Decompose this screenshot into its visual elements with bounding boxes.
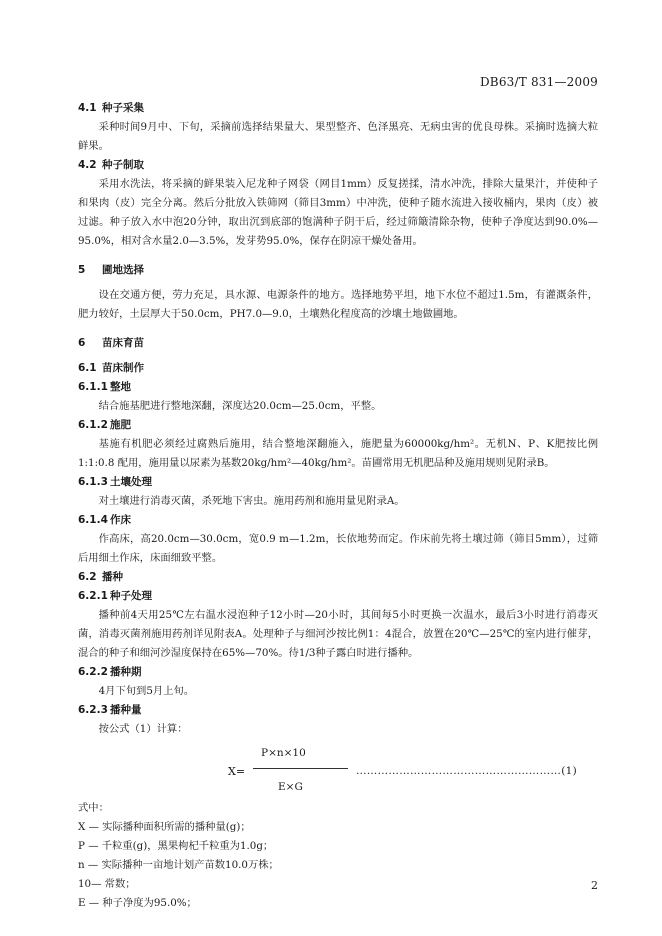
formula-denominator: E×G [278,781,303,793]
paragraph-land-preparation: 结合施基肥进行整地深翻，深度达20.0cm—25.0cm，平整。 [98,400,382,412]
heading-6-1-4: 6.1.4 作床 [78,514,131,526]
heading-6-2-1: 6.2.1 种子处理 [78,590,152,602]
where-intro: 式中： [78,802,109,814]
heading-6-2: 6.2 播种 [78,571,123,583]
heading-4-1: 4.1 种子采集 [78,102,144,114]
where-item: P — 千粒重(g)，黑果枸杞千粒重为1.0g； [78,840,274,852]
heading-5: 5 圃地选择 [78,264,144,276]
where-item: 10— 常数； [78,878,136,890]
heading-6-2-3: 6.2.3 播种量 [78,704,142,716]
heading-6-1: 6.1 苗床制作 [78,362,144,374]
page-number: 2 [591,879,598,892]
paragraph-fertilization: 基施有机肥必须经过腐熟后施用，结合整地深翻施入，施肥量为60000kg/hm²。无机N、P、K肥按比例1:1:0.8 配用，施用量以尿素为基数20kg/hm²—40kg/hm²。苗圃常用无机肥品种及施用规则见附录B。 [78,438,598,469]
paragraph-sowing-amount: 按公式（1）计算： [98,723,188,735]
heading-6-2-2: 6.2.2 播种期 [78,666,142,678]
where-item: X — 实际播种面积所需的播种量(g)； [78,821,251,833]
where-item: E — 种子净度为95.0%； [78,897,197,909]
formula-sowing-amount [78,747,598,799]
paragraph-nursery-site: 设在交通方便，劳力充足，具水源、电源条件的地方。选择地势平坦，地下水位不超过1.5m，有灌溉条件，肥力较好，土层厚大于50.0cm，PH7.0—9.0，土壤熟化程度高的沙壤土地做圃地。 [78,289,598,320]
heading-6: 6 苗床育苗 [78,337,144,349]
paragraph-sowing-period: 4月下旬到5月上旬。 [98,685,195,697]
heading-6-1-3: 6.1.3 土壤处理 [78,476,152,488]
standard-code: DB63/T 831—2009 [479,75,598,89]
where-item: n — 实际播种一亩地计划产苗数10.0万株； [78,859,279,871]
formula-lhs: X= [228,765,246,778]
heading-6-1-1: 6.1.1 整地 [78,381,131,393]
paragraph-bed-making: 作高床，高20.0cm—30.0cm，宽0.9 m—1.2m，长依地势而定。作床前先将土壤过筛（筛目5mm），过筛后用细土作床，床面细致平整。 [78,533,598,564]
paragraph-seed-treatment: 播种前4天用25℃左右温水浸泡种子12小时—20小时，其间每5小时更换一次温水，最后3小时进行消毒灭菌，消毒灭菌剂施用药剂详见附表A。处理种子与细河沙按比例1：4混合，放置在20℃—25℃的室内进行催芽，混合的种子和细河沙湿度保持在65%—70%。待1/3种子露白时进行播种。 [78,609,598,659]
paragraph-seed-collection: 采种时间9月中、下旬，采摘前选择结果量大、果型整齐、色泽黑亮、无病虫害的优良母株。采摘时选摘大粒鲜果。 [78,121,598,152]
paragraph-soil-treatment: 对土壤进行消毒灭菌，杀死地下害虫。施用药剂和施用量见附录A。 [98,495,405,507]
formula-numerator: P×n×10 [261,747,306,759]
formula-fraction-bar [253,768,348,769]
paragraph-seed-preparation: 采用水洗法，将采摘的鲜果装入尼龙种子网袋（网目1mm）反复搓揉，清水冲洗，排除大量果汁，并使种子和果肉（皮）完全分离。然后分批放入铁筛网（筛目3mm）中冲洗，使种子随水流进入接收桶内，果肉（皮）被过滤。种子放入水中泡20分钟，取出沉到底部的饱满种子阴干后，经过筛簸清除杂物，使种子净度达到90.0%—95.0%，相对含水量2.0—3.5%，发芽势95.0%，保存在阴凉干燥处备用。 [78,178,598,247]
heading-6-1-2: 6.1.2 施肥 [78,419,131,431]
document-body [78,99,598,913]
formula-label: (1) [561,765,577,777]
formula-leader: …………………………………………………(1) [356,765,577,777]
heading-4-2: 4.2 种子制取 [78,159,144,171]
